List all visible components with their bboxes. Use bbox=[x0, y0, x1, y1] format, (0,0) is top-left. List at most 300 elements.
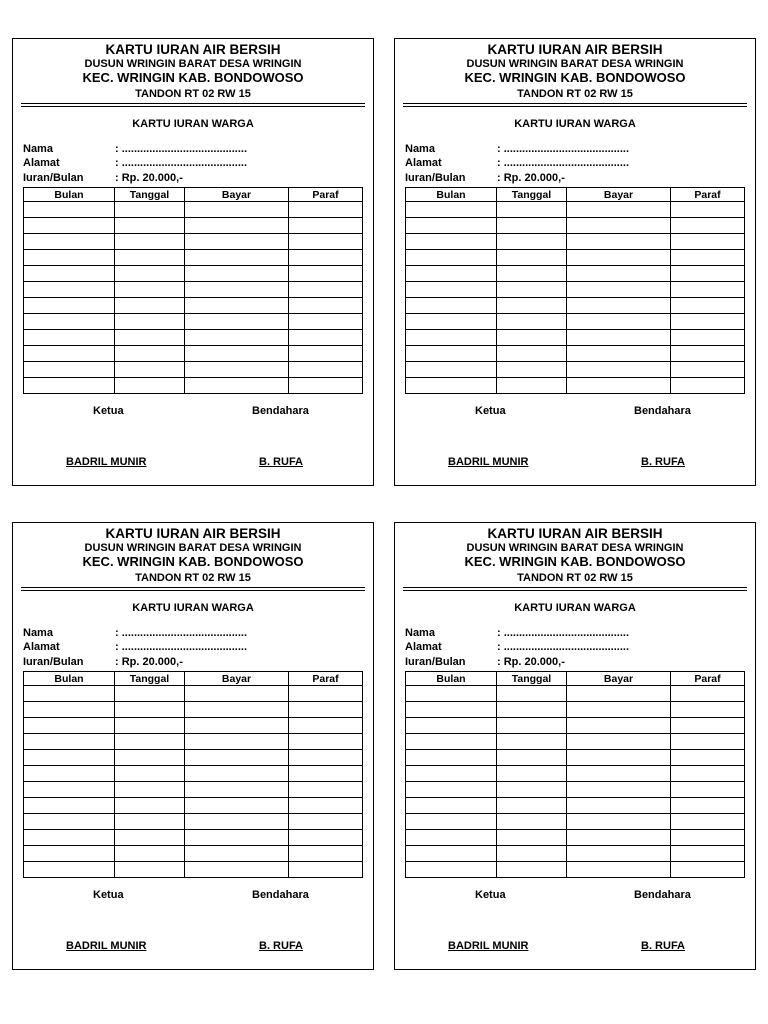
cell-tanggal bbox=[497, 766, 567, 782]
cell-bulan bbox=[406, 686, 497, 702]
field-label: Nama bbox=[23, 627, 53, 639]
cell-bulan bbox=[406, 814, 497, 830]
card-title: KARTU IURAN AIR BERSIH bbox=[487, 526, 663, 541]
field-value: : ......................................... bbox=[115, 157, 248, 169]
table-row bbox=[406, 686, 745, 702]
card-subtitle-village: DUSUN WRINGIN BARAT DESA WRINGIN bbox=[84, 542, 302, 554]
card-subtitle-tandon: TANDON RT 02 RW 15 bbox=[135, 88, 251, 100]
cell-bayar bbox=[185, 282, 289, 298]
cell-bayar bbox=[567, 378, 671, 394]
cell-bayar bbox=[185, 266, 289, 282]
field-label: Nama bbox=[405, 143, 435, 155]
cell-bulan bbox=[24, 766, 115, 782]
cell-tanggal bbox=[497, 862, 567, 878]
cell-bayar bbox=[567, 846, 671, 862]
cell-bulan bbox=[406, 298, 497, 314]
cell-tanggal bbox=[497, 266, 567, 282]
table-header-row bbox=[24, 188, 363, 202]
cell-bayar bbox=[567, 202, 671, 218]
cell-paraf bbox=[289, 282, 363, 298]
table-row bbox=[24, 250, 363, 266]
cell-bulan bbox=[24, 830, 115, 846]
cell-tanggal bbox=[115, 250, 185, 266]
cell-paraf bbox=[671, 330, 745, 346]
cell-tanggal bbox=[497, 250, 567, 266]
field-value: : ......................................... bbox=[497, 143, 630, 155]
table-row bbox=[24, 830, 363, 846]
field-label: Nama bbox=[23, 143, 53, 155]
cell-bulan bbox=[24, 750, 115, 766]
column-header-tanggal: Tanggal bbox=[497, 188, 567, 202]
cell-paraf bbox=[671, 846, 745, 862]
column-header-paraf: Paraf bbox=[671, 188, 745, 202]
table-row bbox=[24, 202, 363, 218]
cell-bayar bbox=[185, 846, 289, 862]
cell-paraf bbox=[671, 298, 745, 314]
table-row bbox=[24, 362, 363, 378]
cell-bayar bbox=[185, 218, 289, 234]
dues-card bbox=[394, 522, 756, 970]
field-value: : Rp. 20.000,- bbox=[497, 172, 565, 184]
cell-tanggal bbox=[497, 234, 567, 250]
table-row bbox=[24, 378, 363, 394]
cell-paraf bbox=[289, 234, 363, 250]
payment-table bbox=[23, 671, 363, 878]
cell-bulan bbox=[24, 266, 115, 282]
payment-table bbox=[405, 671, 745, 878]
cell-bulan bbox=[406, 766, 497, 782]
cell-bulan bbox=[406, 314, 497, 330]
cell-bulan bbox=[24, 862, 115, 878]
table-header-row bbox=[24, 672, 363, 686]
cell-bayar bbox=[185, 798, 289, 814]
cell-bayar bbox=[567, 718, 671, 734]
dues-card bbox=[12, 38, 374, 486]
field-label: Iuran/Bulan bbox=[405, 656, 466, 668]
table-row bbox=[24, 702, 363, 718]
cell-bulan bbox=[406, 202, 497, 218]
column-header-bulan: Bulan bbox=[24, 188, 115, 202]
field-nama bbox=[23, 143, 247, 155]
cell-bulan bbox=[24, 346, 115, 362]
cell-tanggal bbox=[115, 298, 185, 314]
card-title: KARTU IURAN AIR BERSIH bbox=[105, 42, 281, 57]
ketua-label: Ketua bbox=[93, 405, 124, 417]
cell-paraf bbox=[671, 250, 745, 266]
table-row bbox=[406, 314, 745, 330]
cell-bulan bbox=[406, 782, 497, 798]
cell-bulan bbox=[24, 234, 115, 250]
payment-table bbox=[405, 187, 745, 394]
column-header-paraf: Paraf bbox=[289, 672, 363, 686]
cell-bulan bbox=[406, 702, 497, 718]
cell-paraf bbox=[289, 250, 363, 266]
dues-card bbox=[394, 38, 756, 486]
cell-tanggal bbox=[115, 330, 185, 346]
table-row bbox=[406, 378, 745, 394]
cell-paraf bbox=[671, 798, 745, 814]
cell-tanggal bbox=[115, 202, 185, 218]
section-title: KARTU IURAN WARGA bbox=[514, 602, 636, 614]
cell-bayar bbox=[567, 298, 671, 314]
cell-tanggal bbox=[115, 814, 185, 830]
cell-paraf bbox=[289, 718, 363, 734]
cell-bulan bbox=[406, 266, 497, 282]
cell-paraf bbox=[289, 378, 363, 394]
table-row bbox=[406, 702, 745, 718]
table-row bbox=[406, 814, 745, 830]
column-header-bayar: Bayar bbox=[185, 188, 289, 202]
cell-paraf bbox=[671, 202, 745, 218]
table-row bbox=[406, 282, 745, 298]
column-header-paraf: Paraf bbox=[671, 672, 745, 686]
cell-tanggal bbox=[115, 830, 185, 846]
table-row bbox=[406, 250, 745, 266]
cell-paraf bbox=[289, 766, 363, 782]
bendahara-name: B. RUFA bbox=[641, 456, 685, 468]
field-label: Alamat bbox=[23, 157, 60, 169]
table-row bbox=[24, 266, 363, 282]
cell-bulan bbox=[406, 750, 497, 766]
cell-bulan bbox=[24, 250, 115, 266]
cell-bulan bbox=[24, 814, 115, 830]
cell-tanggal bbox=[497, 346, 567, 362]
cell-paraf bbox=[289, 218, 363, 234]
cell-bulan bbox=[406, 330, 497, 346]
card-title: KARTU IURAN AIR BERSIH bbox=[105, 526, 281, 541]
field-iuran bbox=[405, 656, 565, 668]
cell-bulan bbox=[24, 298, 115, 314]
table-header-row bbox=[406, 672, 745, 686]
table-row bbox=[24, 686, 363, 702]
header-divider bbox=[21, 106, 365, 107]
table-row bbox=[406, 846, 745, 862]
field-nama bbox=[23, 627, 247, 639]
cell-bayar bbox=[185, 314, 289, 330]
cell-bayar bbox=[185, 830, 289, 846]
column-header-tanggal: Tanggal bbox=[497, 672, 567, 686]
cell-bayar bbox=[185, 750, 289, 766]
cell-bayar bbox=[567, 282, 671, 298]
field-alamat bbox=[405, 641, 629, 653]
table-row bbox=[406, 734, 745, 750]
cell-tanggal bbox=[115, 378, 185, 394]
cell-tanggal bbox=[115, 798, 185, 814]
cell-bayar bbox=[185, 766, 289, 782]
cell-paraf bbox=[289, 202, 363, 218]
cell-bayar bbox=[567, 862, 671, 878]
section-title: KARTU IURAN WARGA bbox=[132, 602, 254, 614]
bendahara-label: Bendahara bbox=[634, 405, 691, 417]
column-header-tanggal: Tanggal bbox=[115, 188, 185, 202]
cell-bulan bbox=[406, 846, 497, 862]
field-value: : ......................................... bbox=[497, 627, 630, 639]
bendahara-label: Bendahara bbox=[634, 889, 691, 901]
cell-bayar bbox=[185, 330, 289, 346]
bendahara-label: Bendahara bbox=[252, 405, 309, 417]
cell-bayar bbox=[185, 862, 289, 878]
cell-paraf bbox=[671, 830, 745, 846]
table-row bbox=[24, 346, 363, 362]
cell-paraf bbox=[289, 798, 363, 814]
cell-bayar bbox=[567, 362, 671, 378]
bendahara-name: B. RUFA bbox=[259, 940, 303, 952]
table-row bbox=[24, 218, 363, 234]
cell-bayar bbox=[567, 750, 671, 766]
field-label: Iuran/Bulan bbox=[23, 656, 84, 668]
card-subtitle-village: DUSUN WRINGIN BARAT DESA WRINGIN bbox=[84, 58, 302, 70]
header-divider bbox=[21, 587, 365, 588]
cell-bayar bbox=[567, 266, 671, 282]
table-row bbox=[406, 218, 745, 234]
cell-tanggal bbox=[115, 282, 185, 298]
bendahara-name: B. RUFA bbox=[259, 456, 303, 468]
cell-bulan bbox=[406, 346, 497, 362]
table-row bbox=[406, 330, 745, 346]
column-header-bulan: Bulan bbox=[406, 672, 497, 686]
table-row bbox=[24, 862, 363, 878]
cell-paraf bbox=[671, 314, 745, 330]
cell-bulan bbox=[24, 782, 115, 798]
field-label: Alamat bbox=[405, 157, 442, 169]
cell-paraf bbox=[289, 814, 363, 830]
cell-paraf bbox=[289, 330, 363, 346]
table-row bbox=[406, 798, 745, 814]
cell-tanggal bbox=[115, 702, 185, 718]
cell-bayar bbox=[567, 734, 671, 750]
table-row bbox=[24, 330, 363, 346]
cell-bulan bbox=[24, 798, 115, 814]
table-row bbox=[406, 298, 745, 314]
table-row bbox=[24, 750, 363, 766]
table-row bbox=[406, 766, 745, 782]
cell-paraf bbox=[289, 266, 363, 282]
cell-bulan bbox=[24, 718, 115, 734]
field-value: : ......................................... bbox=[115, 627, 248, 639]
cell-bulan bbox=[24, 314, 115, 330]
section-title: KARTU IURAN WARGA bbox=[132, 118, 254, 130]
cell-bayar bbox=[567, 814, 671, 830]
table-row bbox=[24, 782, 363, 798]
cell-bayar bbox=[567, 330, 671, 346]
card-subtitle-district: KEC. WRINGIN KAB. BONDOWOSO bbox=[464, 554, 686, 569]
cell-tanggal bbox=[497, 702, 567, 718]
header-divider bbox=[403, 587, 747, 588]
field-value: : ......................................... bbox=[115, 143, 248, 155]
cell-bayar bbox=[567, 250, 671, 266]
field-nama bbox=[405, 143, 629, 155]
cell-bulan bbox=[24, 686, 115, 702]
cell-tanggal bbox=[497, 218, 567, 234]
bendahara-name: B. RUFA bbox=[641, 940, 685, 952]
cell-bulan bbox=[406, 734, 497, 750]
field-alamat bbox=[405, 157, 629, 169]
table-row bbox=[24, 766, 363, 782]
cell-tanggal bbox=[497, 718, 567, 734]
cell-paraf bbox=[289, 846, 363, 862]
cell-bayar bbox=[185, 702, 289, 718]
table-row bbox=[24, 314, 363, 330]
cell-paraf bbox=[289, 346, 363, 362]
card-subtitle-village: DUSUN WRINGIN BARAT DESA WRINGIN bbox=[466, 58, 684, 70]
column-header-bayar: Bayar bbox=[567, 672, 671, 686]
cell-bayar bbox=[185, 250, 289, 266]
dues-card bbox=[12, 522, 374, 970]
cell-bayar bbox=[185, 298, 289, 314]
column-header-bayar: Bayar bbox=[185, 672, 289, 686]
cell-tanggal bbox=[497, 298, 567, 314]
card-subtitle-district: KEC. WRINGIN KAB. BONDOWOSO bbox=[82, 70, 304, 85]
table-row bbox=[24, 846, 363, 862]
field-value: : Rp. 20.000,- bbox=[115, 656, 183, 668]
field-alamat bbox=[23, 641, 247, 653]
cell-paraf bbox=[289, 782, 363, 798]
column-header-paraf: Paraf bbox=[289, 188, 363, 202]
cell-bulan bbox=[406, 234, 497, 250]
cell-bayar bbox=[185, 718, 289, 734]
table-row bbox=[406, 782, 745, 798]
cell-paraf bbox=[289, 702, 363, 718]
cell-bayar bbox=[567, 782, 671, 798]
cell-bulan bbox=[406, 282, 497, 298]
cell-paraf bbox=[671, 218, 745, 234]
cell-tanggal bbox=[497, 846, 567, 862]
column-header-tanggal: Tanggal bbox=[115, 672, 185, 686]
cell-bulan bbox=[24, 846, 115, 862]
field-label: Alamat bbox=[23, 641, 60, 653]
field-value: : ......................................... bbox=[115, 641, 248, 653]
cell-paraf bbox=[289, 314, 363, 330]
cell-bayar bbox=[567, 218, 671, 234]
card-subtitle-tandon: TANDON RT 02 RW 15 bbox=[135, 572, 251, 584]
cell-paraf bbox=[671, 378, 745, 394]
cell-paraf bbox=[671, 766, 745, 782]
cell-tanggal bbox=[497, 362, 567, 378]
payment-table bbox=[23, 187, 363, 394]
cell-bayar bbox=[185, 378, 289, 394]
cell-tanggal bbox=[497, 330, 567, 346]
cell-bulan bbox=[24, 702, 115, 718]
table-row bbox=[406, 830, 745, 846]
card-subtitle-tandon: TANDON RT 02 RW 15 bbox=[517, 88, 633, 100]
header-divider bbox=[403, 103, 747, 104]
cell-bayar bbox=[185, 346, 289, 362]
cell-paraf bbox=[289, 298, 363, 314]
cell-paraf bbox=[671, 718, 745, 734]
cell-tanggal bbox=[115, 766, 185, 782]
field-label: Iuran/Bulan bbox=[23, 172, 84, 184]
cell-tanggal bbox=[115, 750, 185, 766]
section-title: KARTU IURAN WARGA bbox=[514, 118, 636, 130]
table-row bbox=[406, 362, 745, 378]
cell-bayar bbox=[567, 314, 671, 330]
field-value: : Rp. 20.000,- bbox=[497, 656, 565, 668]
cell-bayar bbox=[567, 798, 671, 814]
cell-bulan bbox=[24, 362, 115, 378]
card-subtitle-tandon: TANDON RT 02 RW 15 bbox=[517, 572, 633, 584]
table-row bbox=[406, 750, 745, 766]
cell-bayar bbox=[567, 702, 671, 718]
table-row bbox=[406, 346, 745, 362]
cell-bayar bbox=[567, 346, 671, 362]
cell-paraf bbox=[671, 702, 745, 718]
cell-bayar bbox=[185, 782, 289, 798]
cell-bulan bbox=[406, 218, 497, 234]
cell-tanggal bbox=[497, 782, 567, 798]
ketua-name: BADRIL MUNIR bbox=[66, 940, 147, 952]
ketua-name: BADRIL MUNIR bbox=[448, 456, 529, 468]
field-nama bbox=[405, 627, 629, 639]
cell-bulan bbox=[24, 734, 115, 750]
cell-tanggal bbox=[497, 378, 567, 394]
table-row bbox=[24, 798, 363, 814]
ketua-label: Ketua bbox=[93, 889, 124, 901]
cell-paraf bbox=[671, 750, 745, 766]
cell-tanggal bbox=[115, 686, 185, 702]
table-header-row bbox=[406, 188, 745, 202]
cell-bulan bbox=[24, 330, 115, 346]
cell-tanggal bbox=[497, 314, 567, 330]
table-row bbox=[24, 718, 363, 734]
header-divider bbox=[403, 590, 747, 591]
table-row bbox=[406, 266, 745, 282]
table-row bbox=[406, 862, 745, 878]
column-header-bayar: Bayar bbox=[567, 188, 671, 202]
cell-tanggal bbox=[115, 266, 185, 282]
cell-bayar bbox=[567, 830, 671, 846]
field-iuran bbox=[23, 656, 183, 668]
table-row bbox=[24, 282, 363, 298]
cell-paraf bbox=[671, 782, 745, 798]
ketua-label: Ketua bbox=[475, 889, 506, 901]
cell-bulan bbox=[24, 282, 115, 298]
field-label: Iuran/Bulan bbox=[405, 172, 466, 184]
cell-tanggal bbox=[115, 734, 185, 750]
cell-bulan bbox=[406, 250, 497, 266]
cell-paraf bbox=[289, 830, 363, 846]
cell-paraf bbox=[671, 686, 745, 702]
cell-tanggal bbox=[497, 686, 567, 702]
cell-bayar bbox=[185, 202, 289, 218]
cell-tanggal bbox=[497, 798, 567, 814]
cell-bayar bbox=[567, 686, 671, 702]
cell-bulan bbox=[406, 862, 497, 878]
cell-tanggal bbox=[497, 750, 567, 766]
card-subtitle-district: KEC. WRINGIN KAB. BONDOWOSO bbox=[82, 554, 304, 569]
field-iuran bbox=[23, 172, 183, 184]
cell-tanggal bbox=[497, 202, 567, 218]
cell-paraf bbox=[289, 862, 363, 878]
table-row bbox=[24, 814, 363, 830]
field-alamat bbox=[23, 157, 247, 169]
cell-bulan bbox=[24, 218, 115, 234]
field-label: Alamat bbox=[405, 641, 442, 653]
header-divider bbox=[21, 103, 365, 104]
cell-bulan bbox=[24, 378, 115, 394]
ketua-name: BADRIL MUNIR bbox=[448, 940, 529, 952]
field-value: : ......................................... bbox=[497, 157, 630, 169]
ketua-name: BADRIL MUNIR bbox=[66, 456, 147, 468]
cell-bulan bbox=[24, 202, 115, 218]
cell-bayar bbox=[185, 362, 289, 378]
cell-paraf bbox=[671, 282, 745, 298]
table-row bbox=[406, 202, 745, 218]
cell-bayar bbox=[185, 734, 289, 750]
cell-bayar bbox=[567, 766, 671, 782]
field-value: : ......................................... bbox=[497, 641, 630, 653]
cell-tanggal bbox=[115, 862, 185, 878]
cell-tanggal bbox=[115, 782, 185, 798]
